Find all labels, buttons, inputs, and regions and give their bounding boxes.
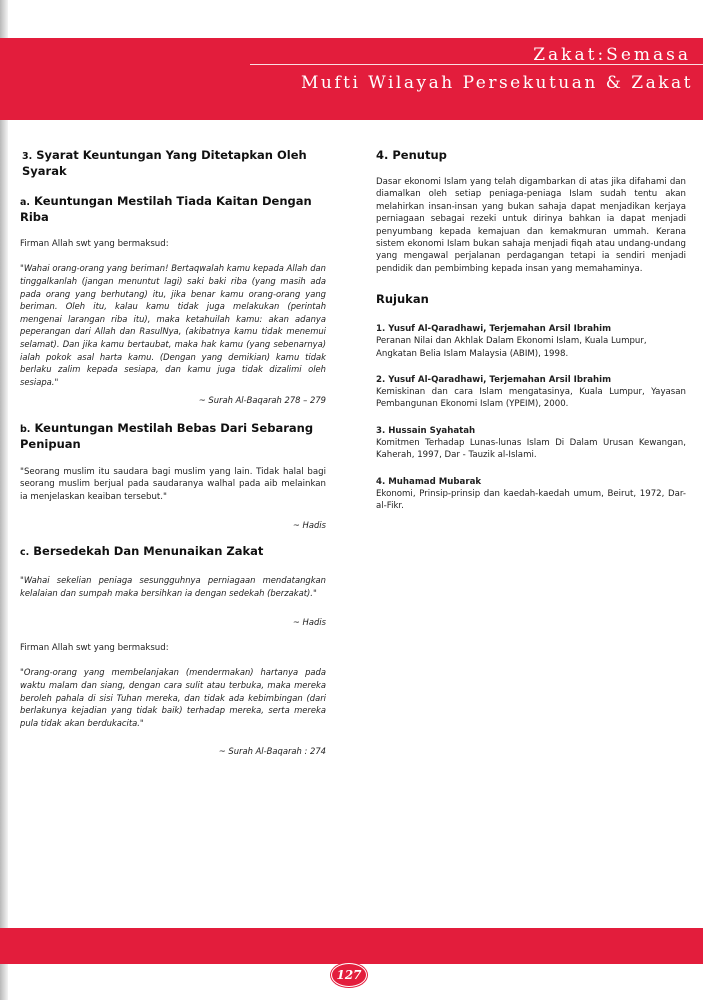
subsection-b-label: b.	[20, 423, 31, 435]
reference-title: 4. Muhamad Mubarak	[376, 476, 482, 487]
subsection-c-heading	[20, 544, 326, 560]
right-column	[376, 148, 686, 513]
footer-banner	[0, 928, 703, 964]
subsection-c-quote: "Wahai sekelian peniaga sesungguhnya perniagaan mendatangkan kelalaian dan sumpah maka bersihkan ia dengan sedekah (berzakat)."	[20, 575, 326, 598]
subsection-a-heading	[20, 194, 326, 225]
left-column	[20, 148, 326, 758]
references-heading: Rujukan	[376, 292, 429, 307]
reference-item	[376, 374, 686, 411]
subsection-c-source-2: ~ Surah Al-Baqarah : 274	[218, 746, 326, 757]
header-title: Zakat:Semasa	[533, 45, 691, 65]
subsection-b-title: Keuntungan Mestilah Bebas Dari Sebarang Penipuan	[20, 420, 314, 451]
reference-item	[376, 476, 686, 513]
subsection-a-title: Keuntungan Mestilah Tiada Kaitan Dengan Riba	[20, 194, 312, 224]
subsection-c-label: c.	[20, 547, 30, 559]
subsection-b-heading	[20, 421, 326, 452]
section-3-number: 3.	[22, 151, 33, 162]
subsection-a-label: a.	[20, 197, 31, 208]
reference-title: 1. Yusuf Al-Qaradhawi, Terjemahan Arsil Ibrahim	[376, 324, 612, 335]
section-3-title: Syarat Keuntungan Yang Ditetapkan Oleh Syarak	[22, 148, 307, 178]
reference-body: Ekonomi, Prinsip-prinsip dan kaedah-kaedah umum, Beirut, 1972, Dar-al-Fikr.	[376, 488, 686, 512]
reference-body: Kemiskinan dan cara Islam mengatasinya, Kuala Lumpur, Yayasan Pembangunan Ekonomi Islam (YPEIM), 2000.	[376, 387, 686, 410]
reference-title: 2. Yusuf Al-Qaradhawi, Terjemahan Arsil Ibrahim	[376, 375, 612, 386]
reference-title: 3. Hussain Syahatah	[376, 425, 476, 436]
section-4-body: Dasar ekonomi Islam yang telah digambarkan di atas jika difahami dan diamalkan oleh setiap peniaga-peniaga Islam sudah tentu akan melahirkan insan-insan yang bukan sahaja dapat menjadikan kerjaya perniagaan sebagai rezeki untuk dirinya bahkan ia dapat menjadi penyumbang kepada kemajuan dan kemakmuran ummah. Kerana sistem ekonomi Islam bukan sahaja menjadi fiqah atau undang-undang yang mengawal perjalanan perdagangan tetapi ia sendiri menjadi pendidik dan pembimbing kepada insan yang memahaminya.	[376, 177, 686, 274]
header-subtitle: Mufti Wilayah Persekutuan & Zakat	[300, 73, 693, 93]
page-edge-shadow	[0, 0, 8, 1000]
section-3-heading	[22, 148, 326, 179]
subsection-a-quote: "Wahai orang-orang yang beriman! Bertaqwalah kamu kepada Allah dan tinggalkanlah (jangan menuntut lagi) saki baki riba (yang masih ada pada orang yang berhutang) itu, jika benar kamu orang-orang yang beriman. Oleh itu, kalau kamu tidak juga melakukan (perintah mengenai larangan riba itu), maka ketahuilah kamu: akan adanya peperangan dari Allah dan RasulNya, (akibatnya kamu tidak menemui selamat). Dan jika kamu bertaubat, maka hak kamu (yang sebenarnya) ialah pokok asal harta kamu. (Dengan yang demikian) kamu tidak berlaku zalim kepada sesiapa, dan kamu juga tidak dizalimi oleh sesiapa."	[20, 263, 326, 387]
reference-body: Komitmen Terhadap Lunas-lunas Islam Di Dalam Urusan Kewangan, Kaherah, 1997, Dar - Tauzik al-Islami.	[376, 437, 686, 461]
subsection-b-source: ~ Hadis	[292, 519, 326, 530]
reference-item	[376, 323, 686, 360]
reference-body: Peranan Nilai dan Akhlak Dalam Ekonomi Islam, Kuala Lumpur, Angkatan Belia Islam Malaysia (ABIM), 1998.	[376, 336, 647, 359]
subsection-c-intro: Firman Allah swt yang bermaksud:	[20, 642, 169, 653]
page-number-badge: 127	[331, 963, 367, 987]
subsection-a-source: ~ Surah Al-Baqarah 278 – 279	[198, 395, 326, 406]
reference-item	[376, 425, 686, 462]
subsection-a-intro: Firman Allah swt yang bermaksud:	[20, 239, 169, 249]
subsection-c-title: Bersedekah Dan Menunaikan Zakat	[33, 544, 264, 559]
section-4-heading: 4. Penutup	[376, 148, 447, 162]
subsection-b-quote: "Seorang muslim itu saudara bagi muslim yang lain. Tidak halal bagi seorang muslim berjual pada saudaranya walhal pada aib melainkan ia menjelaskan keaiban tersebut."	[20, 466, 326, 502]
subsection-c-quote-2: "Orang-orang yang membelanjakan (mendermakan) hartanya pada waktu malam dan siang, dengan cara sulit atau terbuka, maka mereka beroleh pahala di sisi Tuhan mereka, dan tidak ada kebimbingan (dari berlakunya kejadian yang tidak baik) terhadap mereka, serta mereka pula tidak akan berdukacita."	[20, 667, 326, 728]
subsection-c-source: ~ Hadis	[292, 616, 326, 627]
